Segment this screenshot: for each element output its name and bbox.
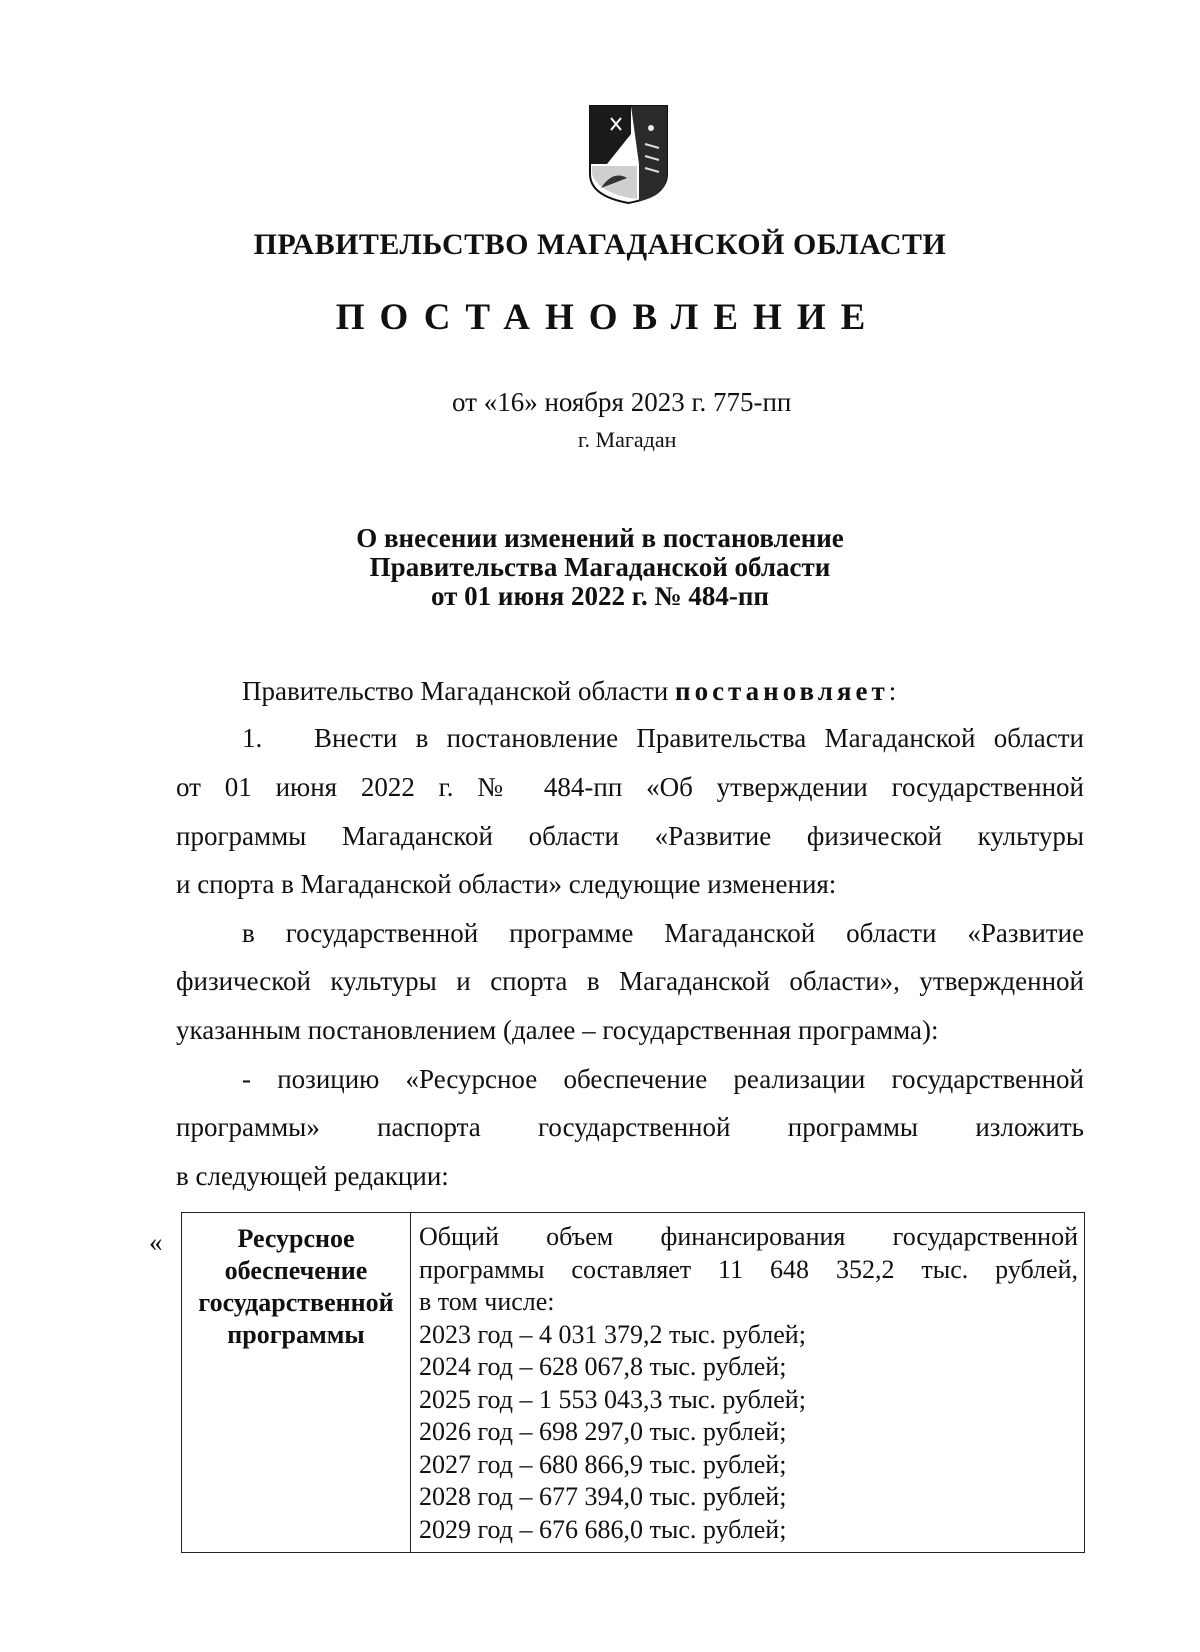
year-funding-line: 2029 год – 676 686,0 тыс. рублей; [419, 1514, 787, 1544]
header-line: программы [227, 1320, 365, 1349]
table-content-cell [411, 1213, 1085, 1553]
clause-1-line: Внести в постановление Правительства Магаданской области [314, 723, 1084, 753]
clause-number: 1. [242, 723, 263, 753]
year-funding-line: 2028 год – 677 394,0 тыс. рублей; [419, 1482, 787, 1511]
intro-colon: : [888, 676, 897, 706]
paragraph-3-line: программы» паспорта государственной программы изложить [176, 1112, 1084, 1142]
year-funding-line: 2025 год – 1 553 043,3 тыс. рублей; [419, 1384, 806, 1414]
paragraph-2-line: указанным постановлением (далее – государственная программа): [176, 1015, 939, 1045]
document-type-title: ПОСТАНОВЛЕНИЕ [335, 297, 881, 338]
subject-line: от 01 июня 2022 г. № 484-пп [431, 581, 769, 611]
year-funding-line: 2023 год – 4 031 379,2 тыс. рублей; [419, 1319, 806, 1349]
opening-quote: « [149, 1227, 163, 1257]
decree-city: г. Магадан [578, 427, 677, 452]
decree-date-number: от «16» ноября 2023 г. 775-пп [452, 387, 792, 417]
table-row [182, 1213, 1085, 1553]
year-funding-line: 2027 год – 680 866,9 тыс. рублей; [419, 1449, 787, 1479]
total-line: в том числе: [419, 1287, 555, 1316]
table-header-cell [182, 1213, 411, 1553]
resource-table [181, 1212, 1085, 1553]
intro-verb: постановляет [675, 676, 889, 706]
intro-text: Правительство Магаданской области [242, 676, 669, 706]
total-line: Общий объем финансирования государственной [419, 1222, 1078, 1251]
header-line: обеспечение [224, 1256, 368, 1285]
subject-line: Правительства Магаданской области [369, 552, 831, 582]
clause-1-line: программы Магаданской области «Развитие физической культуры [176, 821, 1084, 851]
year-funding-line: 2026 год – 698 297,0 тыс. рублей; [419, 1417, 787, 1446]
paragraph-2-line: физической культуры и спорта в Магаданской области», утвержденной [176, 966, 1084, 996]
header-line: Ресурсное [237, 1224, 355, 1253]
total-line: программы составляет 11 648 352,2 тыс. рублей, [419, 1254, 1078, 1284]
subject-line: О внесении изменений в постановление [356, 523, 844, 553]
organization-title: ПРАВИТЕЛЬСТВО МАГАДАНСКОЙ ОБЛАСТИ [253, 228, 947, 261]
clause-1-line: и спорта в Магаданской области» следующие изменения: [176, 869, 837, 899]
paragraph-3-line: - позицию «Ресурсное обеспечение реализации государственной [242, 1064, 1084, 1094]
header-line: государственной [198, 1288, 394, 1317]
decree-subject [0, 524, 1200, 611]
year-funding-line: 2024 год – 628 067,8 тыс. рублей; [419, 1352, 787, 1381]
clause-1-line: от 01 июня 2022 г. № 484-пп «Об утверждении государственной [176, 772, 1084, 802]
paragraph-3-line: в следующей редакции: [176, 1161, 449, 1191]
intro-paragraph [242, 676, 1084, 707]
coat-of-arms-emblem [587, 104, 670, 204]
paragraph-2-line: в государственной программе Магаданской области «Развитие [242, 918, 1084, 948]
